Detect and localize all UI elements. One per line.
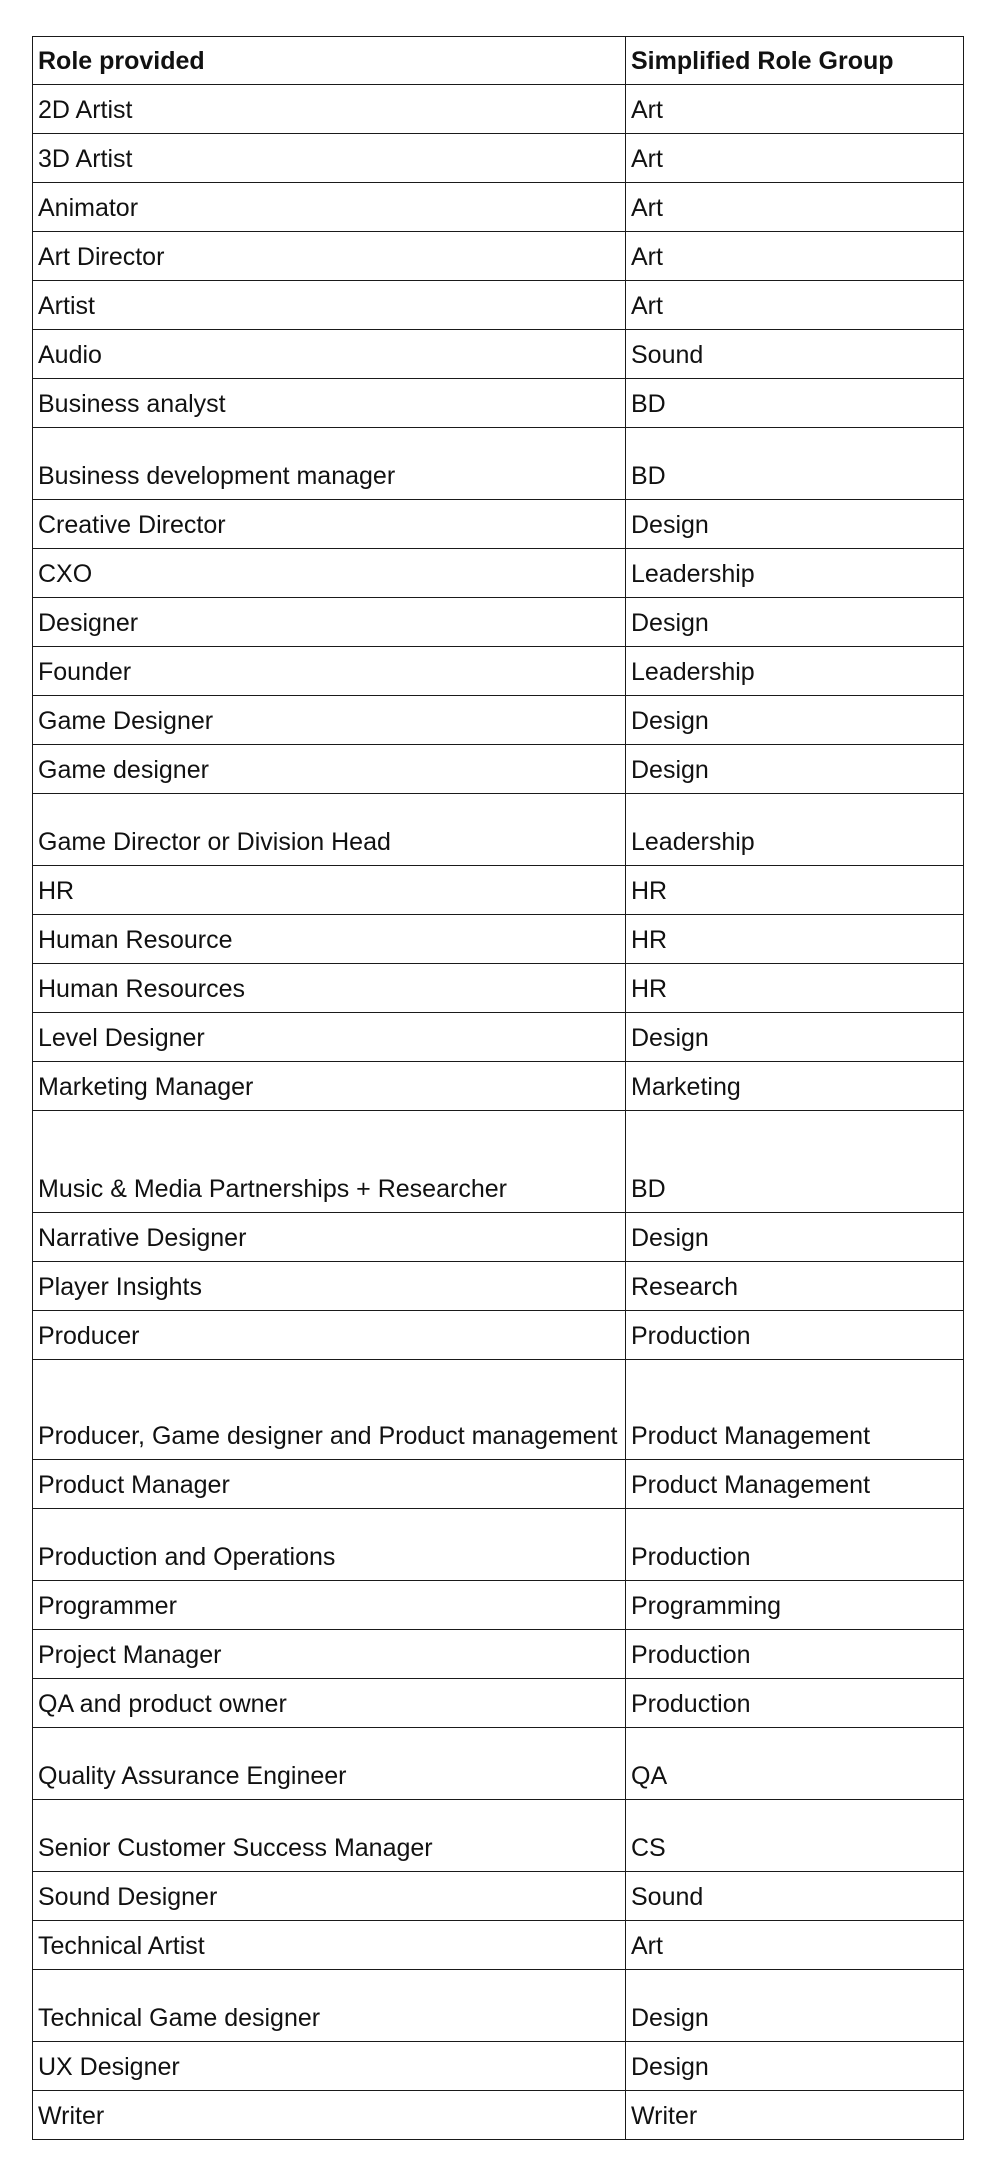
cell-simplified-role-group: Production	[626, 1679, 964, 1728]
table-row	[33, 1262, 964, 1311]
table-row	[33, 1013, 964, 1062]
cell-simplified-role-group: CS	[626, 1800, 964, 1872]
table-row	[33, 281, 964, 330]
cell-role-provided: Producer, Game designer and Product management	[33, 1360, 626, 1460]
cell-role-provided: Founder	[33, 647, 626, 696]
table-row	[33, 794, 964, 866]
table-row	[33, 598, 964, 647]
cell-role-provided: HR	[33, 866, 626, 915]
cell-role-provided: Artist	[33, 281, 626, 330]
table-row	[33, 134, 964, 183]
table-row	[33, 330, 964, 379]
table-row	[33, 647, 964, 696]
cell-role-provided: 3D Artist	[33, 134, 626, 183]
cell-simplified-role-group: Art	[626, 183, 964, 232]
cell-role-provided: Game Director or Division Head	[33, 794, 626, 866]
table-row	[33, 696, 964, 745]
cell-simplified-role-group: Art	[626, 134, 964, 183]
cell-simplified-role-group: Design	[626, 1213, 964, 1262]
table-row	[33, 1581, 964, 1630]
cell-simplified-role-group: Art	[626, 232, 964, 281]
table-row	[33, 866, 964, 915]
cell-simplified-role-group: Leadership	[626, 549, 964, 598]
cell-role-provided: Player Insights	[33, 1262, 626, 1311]
cell-role-provided: Art Director	[33, 232, 626, 281]
cell-simplified-role-group: Production	[626, 1630, 964, 1679]
cell-role-provided: CXO	[33, 549, 626, 598]
cell-role-provided: 2D Artist	[33, 85, 626, 134]
cell-role-provided: QA and product owner	[33, 1679, 626, 1728]
cell-simplified-role-group: BD	[626, 379, 964, 428]
cell-simplified-role-group: Writer	[626, 2091, 964, 2140]
cell-role-provided: UX Designer	[33, 2042, 626, 2091]
table-row	[33, 1213, 964, 1262]
cell-simplified-role-group: Research	[626, 1262, 964, 1311]
cell-role-provided: Writer	[33, 2091, 626, 2140]
cell-simplified-role-group: Marketing	[626, 1062, 964, 1111]
cell-role-provided: Business analyst	[33, 379, 626, 428]
cell-simplified-role-group: Design	[626, 1013, 964, 1062]
cell-role-provided: Level Designer	[33, 1013, 626, 1062]
cell-role-provided: Creative Director	[33, 500, 626, 549]
cell-simplified-role-group: Art	[626, 281, 964, 330]
table-row	[33, 1970, 964, 2042]
table-row	[33, 1111, 964, 1213]
cell-simplified-role-group: Production	[626, 1509, 964, 1581]
cell-simplified-role-group: Programming	[626, 1581, 964, 1630]
cell-role-provided: Narrative Designer	[33, 1213, 626, 1262]
table-row	[33, 379, 964, 428]
table-row	[33, 964, 964, 1013]
cell-simplified-role-group: Product Management	[626, 1460, 964, 1509]
cell-simplified-role-group: Leadership	[626, 647, 964, 696]
cell-role-provided: Senior Customer Success Manager	[33, 1800, 626, 1872]
table-row	[33, 232, 964, 281]
cell-simplified-role-group: Design	[626, 2042, 964, 2091]
cell-role-provided: Business development manager	[33, 428, 626, 500]
column-header-role-provided: Role provided	[33, 37, 626, 85]
table-row	[33, 428, 964, 500]
cell-simplified-role-group: Sound	[626, 1872, 964, 1921]
table-row	[33, 183, 964, 232]
cell-simplified-role-group: Product Management	[626, 1360, 964, 1460]
cell-role-provided: Technical Artist	[33, 1921, 626, 1970]
table-row	[33, 2091, 964, 2140]
table-row	[33, 85, 964, 134]
cell-simplified-role-group: Leadership	[626, 794, 964, 866]
cell-simplified-role-group: Art	[626, 1921, 964, 1970]
table-row	[33, 1062, 964, 1111]
table-row	[33, 500, 964, 549]
cell-simplified-role-group: HR	[626, 866, 964, 915]
cell-simplified-role-group: QA	[626, 1728, 964, 1800]
table-row	[33, 915, 964, 964]
table-row	[33, 1509, 964, 1581]
table-row	[33, 1728, 964, 1800]
role-mapping-table	[32, 36, 964, 2140]
table-row	[33, 1630, 964, 1679]
cell-role-provided: Producer	[33, 1311, 626, 1360]
cell-role-provided: Designer	[33, 598, 626, 647]
cell-role-provided: Audio	[33, 330, 626, 379]
cell-role-provided: Quality Assurance Engineer	[33, 1728, 626, 1800]
cell-role-provided: Production and Operations	[33, 1509, 626, 1581]
cell-role-provided: Product Manager	[33, 1460, 626, 1509]
cell-role-provided: Programmer	[33, 1581, 626, 1630]
cell-role-provided: Game Designer	[33, 696, 626, 745]
table-row	[33, 1872, 964, 1921]
cell-simplified-role-group: Design	[626, 500, 964, 549]
column-header-simplified-role-group: Simplified Role Group	[626, 37, 964, 85]
table-row	[33, 1679, 964, 1728]
cell-role-provided: Project Manager	[33, 1630, 626, 1679]
cell-role-provided: Animator	[33, 183, 626, 232]
table-header-row	[33, 37, 964, 85]
cell-role-provided: Game designer	[33, 745, 626, 794]
cell-simplified-role-group: Design	[626, 1970, 964, 2042]
cell-simplified-role-group: BD	[626, 1111, 964, 1213]
table-row	[33, 1460, 964, 1509]
cell-simplified-role-group: Design	[626, 745, 964, 794]
cell-role-provided: Marketing Manager	[33, 1062, 626, 1111]
table-row	[33, 1800, 964, 1872]
cell-role-provided: Sound Designer	[33, 1872, 626, 1921]
cell-simplified-role-group: Sound	[626, 330, 964, 379]
cell-simplified-role-group: Art	[626, 85, 964, 134]
table-row	[33, 745, 964, 794]
table-row	[33, 1360, 964, 1460]
table-row	[33, 2042, 964, 2091]
table-row	[33, 1311, 964, 1360]
cell-simplified-role-group: Production	[626, 1311, 964, 1360]
cell-role-provided: Technical Game designer	[33, 1970, 626, 2042]
cell-role-provided: Music & Media Partnerships + Researcher	[33, 1111, 626, 1213]
cell-role-provided: Human Resource	[33, 915, 626, 964]
cell-role-provided: Human Resources	[33, 964, 626, 1013]
cell-simplified-role-group: HR	[626, 964, 964, 1013]
table-row	[33, 549, 964, 598]
cell-simplified-role-group: BD	[626, 428, 964, 500]
table-body	[33, 85, 964, 2140]
table-row	[33, 1921, 964, 1970]
role-mapping-table-wrapper	[32, 36, 964, 2140]
cell-simplified-role-group: Design	[626, 696, 964, 745]
cell-simplified-role-group: Design	[626, 598, 964, 647]
cell-simplified-role-group: HR	[626, 915, 964, 964]
